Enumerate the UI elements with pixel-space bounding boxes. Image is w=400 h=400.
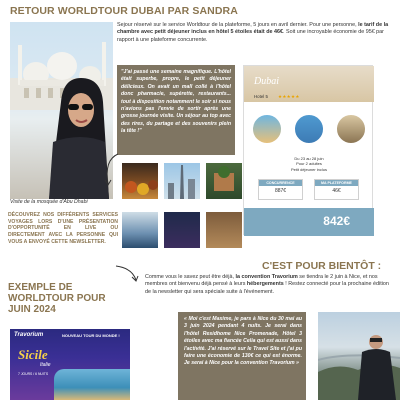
poster-brand: Travorium	[14, 332, 44, 338]
spice-icon	[122, 163, 158, 199]
testimonial-2-text: « Moi c'est Maxime, je pars à Nice du 30 mai au 3 juin 2024 pendant 4 nuits. Je serai dans l'hôtel Residhome Nice Promenade, Hôtel 3 étoiles avec ma fiancée Celia qui est aussi dans l'activité. J'ai réservé sur le Travel Site et j'ai pu faire une économie de 130€ ce qui est énorme. Je serai à Nice pour la convention Travorium »	[184, 316, 302, 367]
upcoming-text-3: ! Restez connecté pour la prochaine édition de la newsletter qui sera spéciale suite à l'événement.	[145, 281, 389, 295]
hotel-class-label: Hotel 5	[254, 94, 268, 99]
platform-price-box	[314, 179, 359, 200]
garden-thumbnail	[206, 163, 242, 199]
photo-caption: Visite de la mosquée d'Abu Dhabi	[10, 199, 88, 205]
discover-text: DÉCOUVREZ NOS DIFFÉRENTS SERVICES VOYAGES LORS D'UNE PRÉSENTATION D'OPPORTUNITÉ EN LIVE OU DIRECTEMENT AVEC LA PERSONNE QUI VOUS A ENVOYÉ CETTE NEWSLETTER.	[8, 212, 118, 245]
upcoming-text-1: Comme vous le savez peut être déjà,	[145, 274, 236, 280]
poster-title: Sicile	[18, 347, 48, 362]
poster-subtitle: Italie	[40, 362, 51, 368]
curved-arrow-icon	[100, 150, 120, 190]
down-arrow-icon	[112, 262, 142, 284]
hotel-photo-2	[294, 114, 324, 144]
upcoming-title: C'EST POUR BIENTÔT :	[262, 260, 382, 272]
spice-market-thumbnail	[122, 163, 158, 199]
page-title: RETOUR WORLDTOUR DUBAI PAR SANDRA	[10, 5, 238, 17]
man-photo	[318, 312, 400, 400]
skyline-thumbnail	[164, 163, 200, 199]
platform-value: 46€	[332, 188, 341, 194]
skyline-icon	[164, 163, 200, 199]
hotel-photo-1	[252, 114, 282, 144]
upcoming-bold-2: hébergements	[246, 281, 284, 288]
upcoming-bold-1: la convention Travorium	[235, 274, 298, 280]
architecture-thumbnail	[206, 212, 242, 248]
intro-bold: le tarif de la chambre avec petit déjeuner inclus en hôtel 5 étoiles était de 46€	[117, 22, 389, 36]
hotel-dates	[244, 156, 374, 172]
night-view-thumbnail	[164, 212, 200, 248]
upcoming-paragraph	[145, 274, 395, 296]
intro-text-3: . Soit une incroyable économie de 95€ par rapport à une plateforme concurrente.	[117, 29, 384, 43]
intro-paragraph	[117, 22, 395, 44]
intro-text-1: Sejour réservé sur le service Worldtour de la plateforme, 5 jours en avril dernier.	[117, 22, 308, 28]
competitor-label: CONCURRENCE	[259, 180, 302, 186]
hotel-dates-line-2: Pour 2 adultes	[296, 161, 322, 167]
sicily-poster	[10, 329, 130, 400]
platform-label: MA PLATEFORME	[315, 180, 358, 186]
savings-amount: 842€	[323, 214, 350, 228]
hotel-dates-line-1: Du 23 au 28 juin	[294, 156, 324, 161]
hotel-comparison-card	[243, 65, 373, 235]
upcoming-text-2: se tiendra le 2 juin à Nice, et nos membres ont bienvenu déjà pensé à leurs	[145, 274, 378, 288]
poster-info: 7 JOURS / 6 NUITS	[18, 372, 49, 376]
hotel-card-title: Dubai	[254, 76, 279, 87]
competitor-price-box	[258, 179, 303, 200]
hotel-stars: ★★★★★	[278, 94, 300, 99]
competitor-value: 887€	[274, 188, 287, 194]
man-illustration	[318, 312, 400, 400]
hotel-dates-line-3: Petit déjeuner inclus	[290, 166, 328, 172]
garden-icon	[206, 163, 242, 199]
savings-banner	[244, 208, 374, 236]
intro-text-2: Pour une personne,	[309, 22, 359, 28]
poster-sea-image	[54, 369, 130, 400]
poster-tagline: NOUVEAU TOUR DU MONDE !	[62, 333, 120, 338]
testimonial-text: "J'ai passé une semaine magnifique. L'hôtel était superbe, propre, le petit déjeuner délicieux. On avait un mall collé à l'hôtel donc pharmacie, supérette, restaurants... tout à disposition notamment le soir si nous n'avions pas l'envie de sortir après une grosse journée visite. Un séjour au top avec des rires, du partage et des souvenirs plein la tête !"	[121, 69, 231, 134]
hotel-photo-3	[336, 114, 366, 144]
example-title: EXEMPLE DE WORLDTOUR POUR JUIN 2024	[8, 282, 106, 315]
mosque-photo	[10, 22, 113, 199]
marina-thumbnail	[122, 212, 158, 248]
